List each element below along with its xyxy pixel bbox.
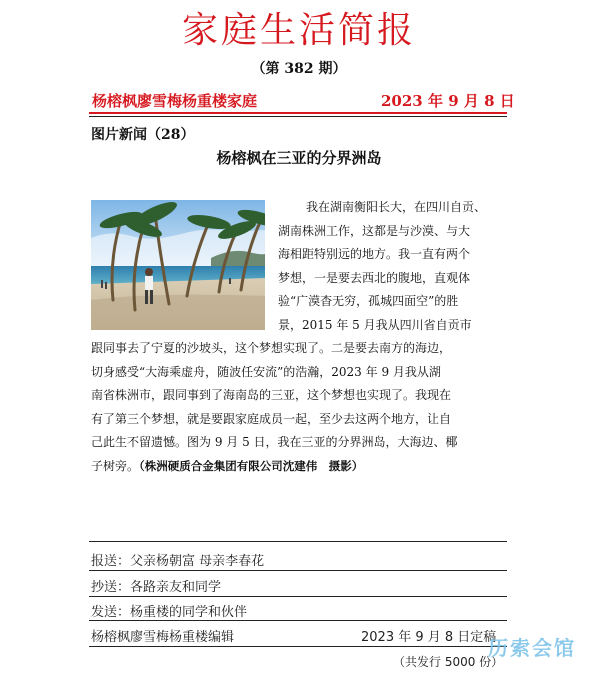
issue-date: 2023 年 9 月 8 日 [381,92,515,110]
article-line-2: 湖南株洲工作，这都是与沙漠、与大 [278,223,471,238]
distribution-rule-2 [89,596,507,597]
distribution-send: 发送：杨重楼的同学和伙伴 [91,605,248,620]
final-date: 2023 年 9 月 8 日定稿 [361,630,497,645]
distribution-cc: 抄送：各路亲友和同学 [91,580,222,595]
editor-credit: 杨榕枫廖雪梅杨重楼编辑 [91,630,235,645]
photo-credit: （株洲硬质合金集团有限公司沈建伟 摄影） [139,458,364,473]
article-line-3: 海相距特别远的地方。我一直有两个 [278,247,471,261]
beach-photo [91,200,265,330]
article-line-7: 跟同事去了宁夏的沙坡头，这个梦想实现了。二是要去南方的海边， [91,341,452,355]
article-line-4: 梦想，一是要去西北的腹地，直观体 [278,270,471,285]
issue-number: （第 382 期） [251,61,347,77]
article-line-12-text: 子树旁。 [91,458,140,473]
header-rule-red [89,112,507,114]
header-rule-black [89,116,507,117]
article-line-11: 己此生不留遗憾。图为 9 月 5 日，我在三亚的分界洲岛，大海边、椰 [91,435,458,449]
distribution-rule-1 [89,570,507,571]
family-name: 杨榕枫廖雪梅杨重楼家庭 [92,92,258,110]
article-line-8: 切身感受“大海乘虚舟，随波任安流”的浩瀚，2023 年 9 月我从湖 [91,364,441,379]
article-headline: 杨榕枫在三亚的分界洲岛 [216,149,382,167]
article-line-5: 验“广漠杳无穷，孤城四面空”的胜 [278,294,459,308]
footer-rule [89,646,507,647]
article-line-1: 我在湖南衡阳长大，在四川自贡、 [306,200,487,214]
site-watermark: 历索会馆 [488,636,576,660]
distribution-to: 报送：父亲杨朝富 母亲李春花 [91,554,265,569]
masthead-title: 家庭生活简报 [181,10,416,51]
article-line-6: 景，2015 年 5 月我从四川省自贡市 [278,317,472,332]
article-line-10: 有了第三个梦想，就是要跟家庭成员一起，至少去这两个地方，让自 [91,411,452,426]
beach-photo-illustration [91,200,265,330]
section-heading: 图片新闻（28） [91,127,195,143]
article-line-12 [91,455,363,479]
article-line-9: 南省株洲市，跟同事到了海南岛的三亚，这个梦想也实现了。我现在 [91,388,452,402]
print-run: （共发行 5000 份） [393,655,504,669]
distribution-rule-3 [89,620,507,621]
distribution-rule-top [89,541,507,542]
